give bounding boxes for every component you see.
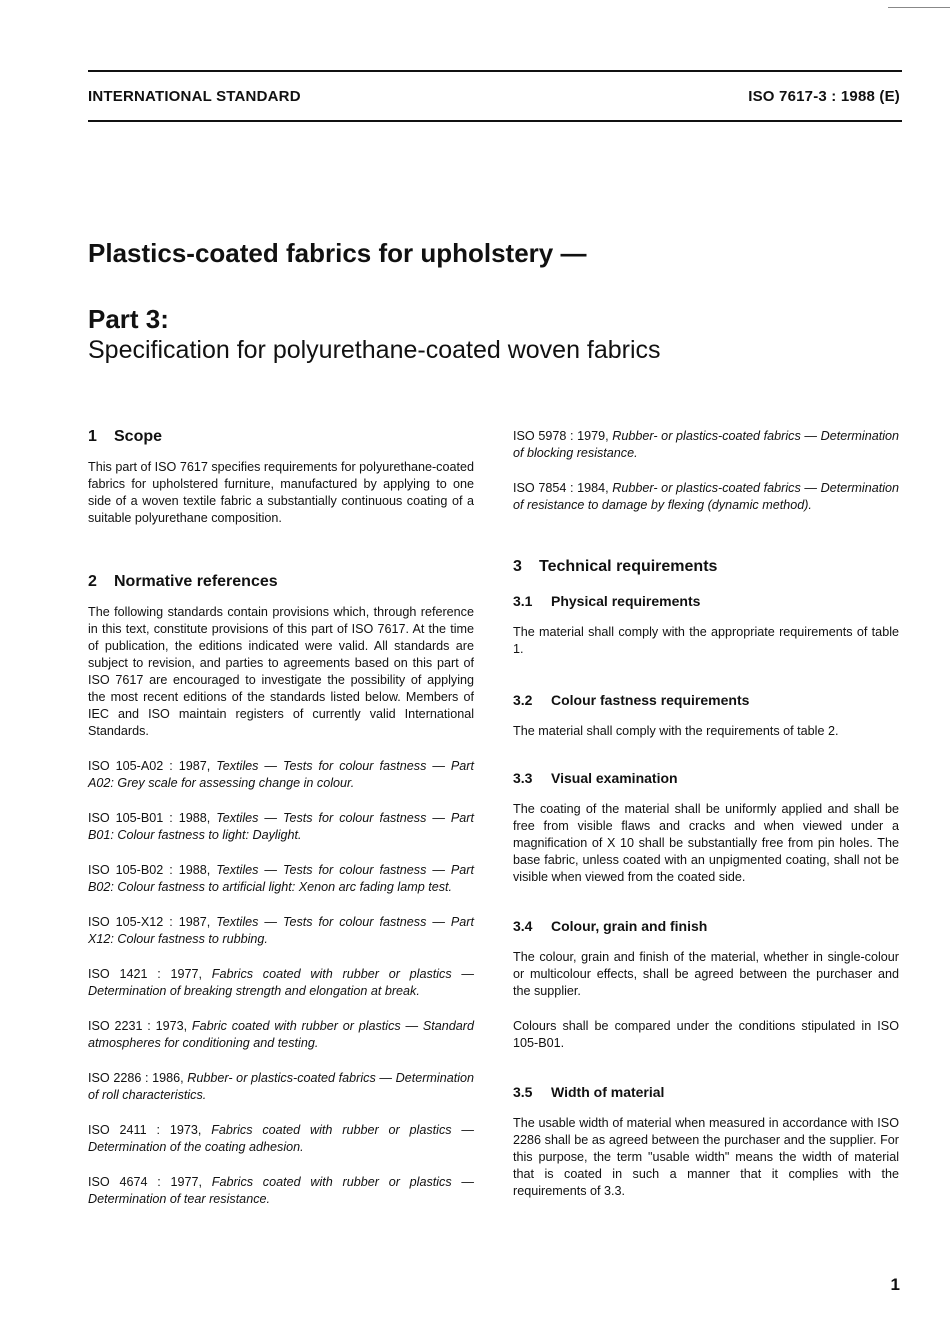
corner-mark [888, 7, 950, 8]
reference-item: ISO 2411 : 1973, Fabrics coated with rubber or plastics — Determination of the coating adhesion. [88, 1123, 474, 1154]
section-3-heading: 3 Technical requirements [513, 558, 718, 575]
reference-item: ISO 2231 : 1973, Fabric coated with rubber or plastics — Standard atmospheres for conditioning and testing. [88, 1019, 474, 1050]
reference-item: ISO 105-B01 : 1988, Textiles — Tests for colour fastness — Part B01: Colour fastness to light: Daylight. [88, 811, 474, 842]
header-bottom-rule [88, 120, 902, 122]
reference-item: ISO 5978 : 1979, Rubber- or plastics-coated fabrics — Determination of blocking resistance. [513, 429, 900, 460]
part-title: Specification for polyurethane-coated woven fabrics [88, 336, 661, 364]
section-2-heading: 2 Normative references [88, 573, 278, 590]
page-number: 1 [890, 1275, 900, 1294]
reference-item: ISO 105-B02 : 1988, Textiles — Tests for colour fastness — Part B02: Colour fastness to artificial light: Xenon arc fading lamp test. [88, 863, 474, 894]
section-3-5-heading: 3.5 Width of material [513, 1084, 665, 1100]
left-column [88, 428, 474, 1208]
reference-item: ISO 105-A02 : 1987, Textiles — Tests for colour fastness — Part A02: Grey scale for assessing change in colour. [88, 759, 474, 790]
document-title: Plastics-coated fabrics for upholstery — [88, 238, 587, 268]
scope-text: This part of ISO 7617 specifies requirements for polyurethane-coated fabrics for upholstered furniture, manufactured by applying to one side of a woven textile fabric a substantially continuous coating of a suitable polyurethane composition. [88, 460, 474, 525]
reference-item: ISO 2286 : 1986, Rubber- or plastics-coated fabrics — Determination of roll characteristics. [88, 1071, 475, 1102]
section-3-3-heading: 3.3 Visual examination [513, 770, 678, 786]
normative-references-intro: The following standards contain provisions which, through reference in this text, constitute provisions of this part of ISO 7617. At the time of publication, the editions indicated were valid. All standards are subject to revision, and parties to agreements based on this part of ISO 7617 are encouraged to investigate the possibility of applying the most recent editions of the standards listed below. Members of IEC and ISO maintain registers of currently valid International Standards. [88, 605, 474, 738]
section-1-heading: 1 Scope [88, 428, 163, 445]
section-3-4-text-2: Colours shall be compared under the conditions stipulated in ISO 105-B01. [513, 1019, 899, 1050]
section-3-4-text: The colour, grain and finish of the material, whether in single-colour or multicolour effects, shall be agreed between the purchaser and the supplier. [513, 950, 899, 998]
section-3-1-text: The material shall comply with the appropriate requirements of table 1. [513, 625, 899, 656]
section-3-4-heading: 3.4 Colour, grain and finish [513, 918, 708, 934]
section-3-2-heading: 3.2 Colour fastness requirements [513, 692, 750, 708]
section-3-3-text: The coating of the material shall be uniformly applied and shall be free from visible flaws and cracks and when viewed under a magnification of X 10 shall be substantially free from pin holes. The base fabric, unless coated with an unpigmented coating, shall not be visible when viewed from the coated side. [513, 802, 899, 884]
header-top-rule [88, 70, 902, 72]
part-label: Part 3: [88, 304, 169, 334]
reference-item: ISO 1421 : 1977, Fabrics coated with rubber or plastics — Determination of breaking strength and elongation at break. [88, 967, 474, 998]
header-standard-type: INTERNATIONAL STANDARD [88, 88, 301, 105]
reference-item: ISO 105-X12 : 1987, Textiles — Tests for colour fastness — Part X12: Colour fastness to rubbing. [88, 915, 474, 946]
reference-item: ISO 4674 : 1977, Fabrics coated with rubber or plastics — Determination of tear resistance. [88, 1175, 474, 1206]
header-standard-number: ISO 7617-3 : 1988 (E) [748, 88, 900, 105]
right-column [513, 428, 899, 1200]
section-3-5-text: The usable width of material when measured in accordance with ISO 2286 shall be as agreed between the purchaser and the supplier. For this purpose, the term "usable width" means the width of material that is coated in such a manner that it complies with the requirements of 3.3. [513, 1116, 899, 1198]
reference-item: ISO 7854 : 1984, Rubber- or plastics-coated fabrics — Determination of resistance to damage by flexing (dynamic method). [513, 481, 900, 512]
section-3-2-text: The material shall comply with the requirements of table 2. [513, 724, 839, 738]
section-3-1-heading: 3.1 Physical requirements [513, 593, 701, 609]
